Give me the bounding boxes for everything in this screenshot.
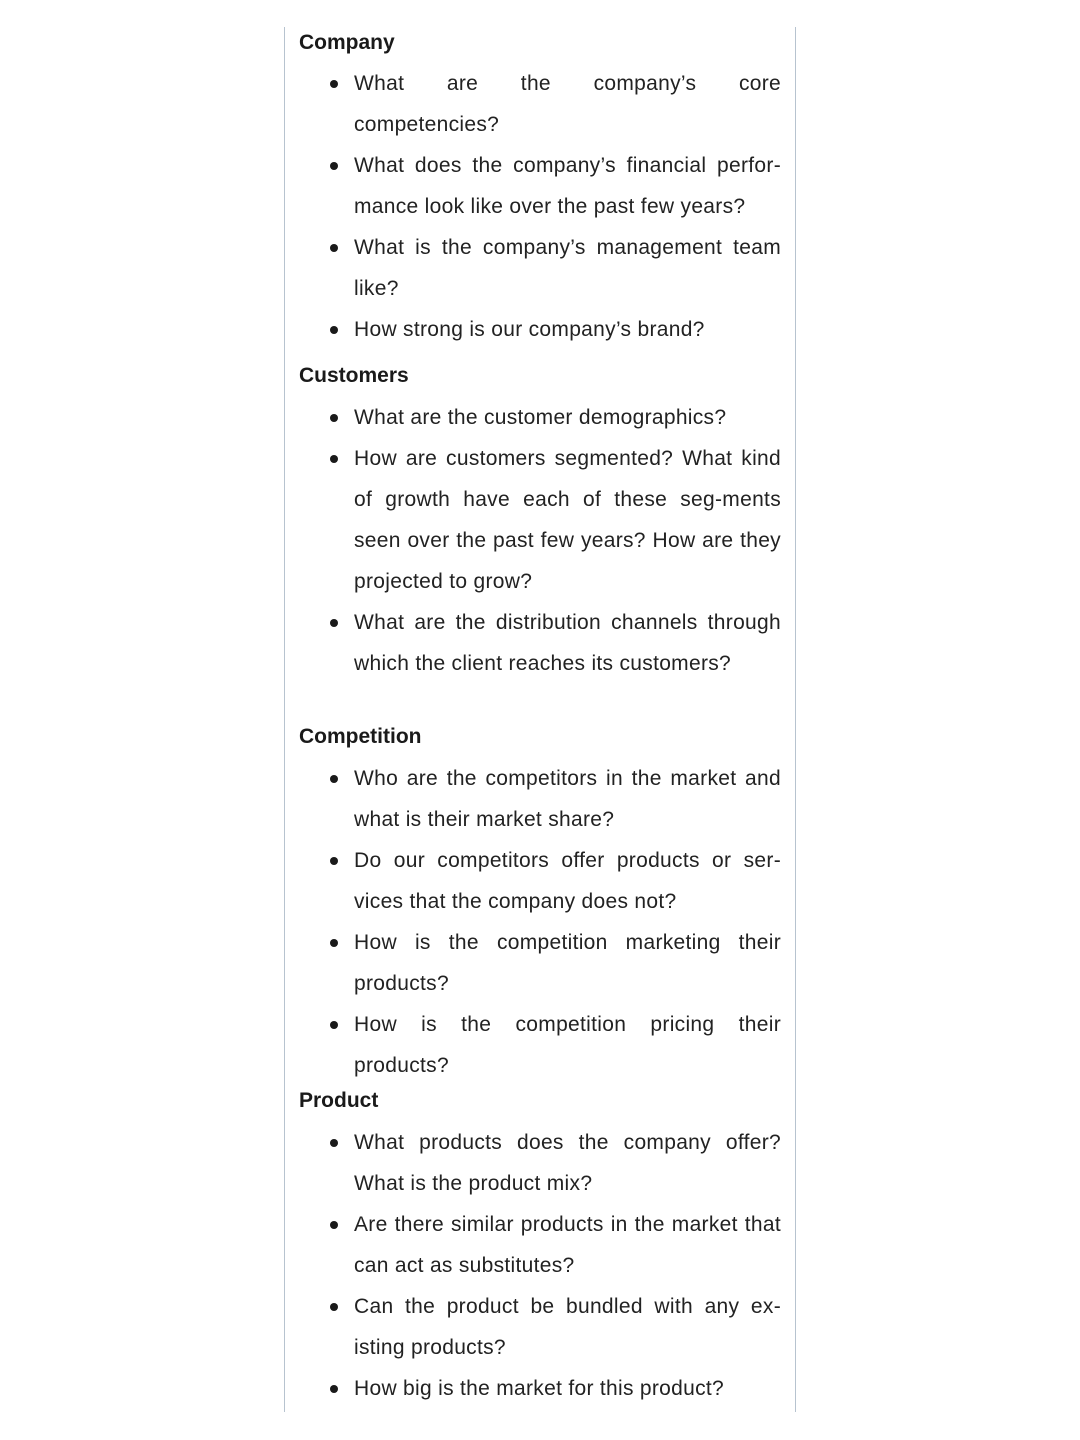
list-item: How is the competition marketing their products? — [285, 922, 795, 1004]
list-item: What are the distribution channels through which the client reaches its customers? — [285, 602, 795, 684]
list-item: Do our competitors offer products or ser-vices that the company does not? — [285, 840, 795, 922]
list-item: Are there similar products in the market that can act as substitutes? — [285, 1204, 795, 1286]
section-heading: Competition — [299, 725, 422, 748]
list-item: What are the customer demographics? — [285, 397, 795, 438]
list-item: What are the company’s core competencies? — [285, 63, 795, 145]
list-item: Can the product be bundled with any ex-isting products? — [285, 1286, 795, 1368]
bullet-icon — [330, 939, 338, 947]
bullet-icon — [330, 619, 338, 627]
bullet-icon — [330, 455, 338, 463]
bullet-icon — [330, 1139, 338, 1147]
list-item: How is the competition pricing their products? — [285, 1004, 795, 1086]
list-item: What is the company’s management team like? — [285, 227, 795, 309]
section-heading: Company — [299, 31, 395, 54]
list-item: How strong is our company’s brand? — [285, 309, 795, 350]
list-item: How are customers segmented? What kind of growth have each of these seg-ments seen over the past few years? How are they projected to grow? — [285, 438, 795, 602]
bullet-icon — [330, 162, 338, 170]
bullet-icon — [330, 1221, 338, 1229]
bullet-icon — [330, 326, 338, 334]
bullet-icon — [330, 857, 338, 865]
document-panel — [284, 27, 796, 1412]
bullet-list — [285, 1122, 795, 1409]
list-item: How big is the market for this product? — [285, 1368, 795, 1409]
section-heading: Customers — [299, 364, 409, 387]
bullet-list — [285, 758, 795, 1086]
bullet-icon — [330, 1385, 338, 1393]
bullet-icon — [330, 80, 338, 88]
bullet-list — [285, 63, 795, 350]
list-item: Who are the competitors in the market and what is their market share? — [285, 758, 795, 840]
bullet-icon — [330, 244, 338, 252]
bullet-icon — [330, 1021, 338, 1029]
bullet-list — [285, 397, 795, 684]
list-item: What products does the company offer? What is the product mix? — [285, 1122, 795, 1204]
list-item: What does the company’s financial perfor-mance look like over the past few years? — [285, 145, 795, 227]
bullet-icon — [330, 775, 338, 783]
bullet-icon — [330, 414, 338, 422]
section-heading: Product — [299, 1089, 379, 1112]
bullet-icon — [330, 1303, 338, 1311]
